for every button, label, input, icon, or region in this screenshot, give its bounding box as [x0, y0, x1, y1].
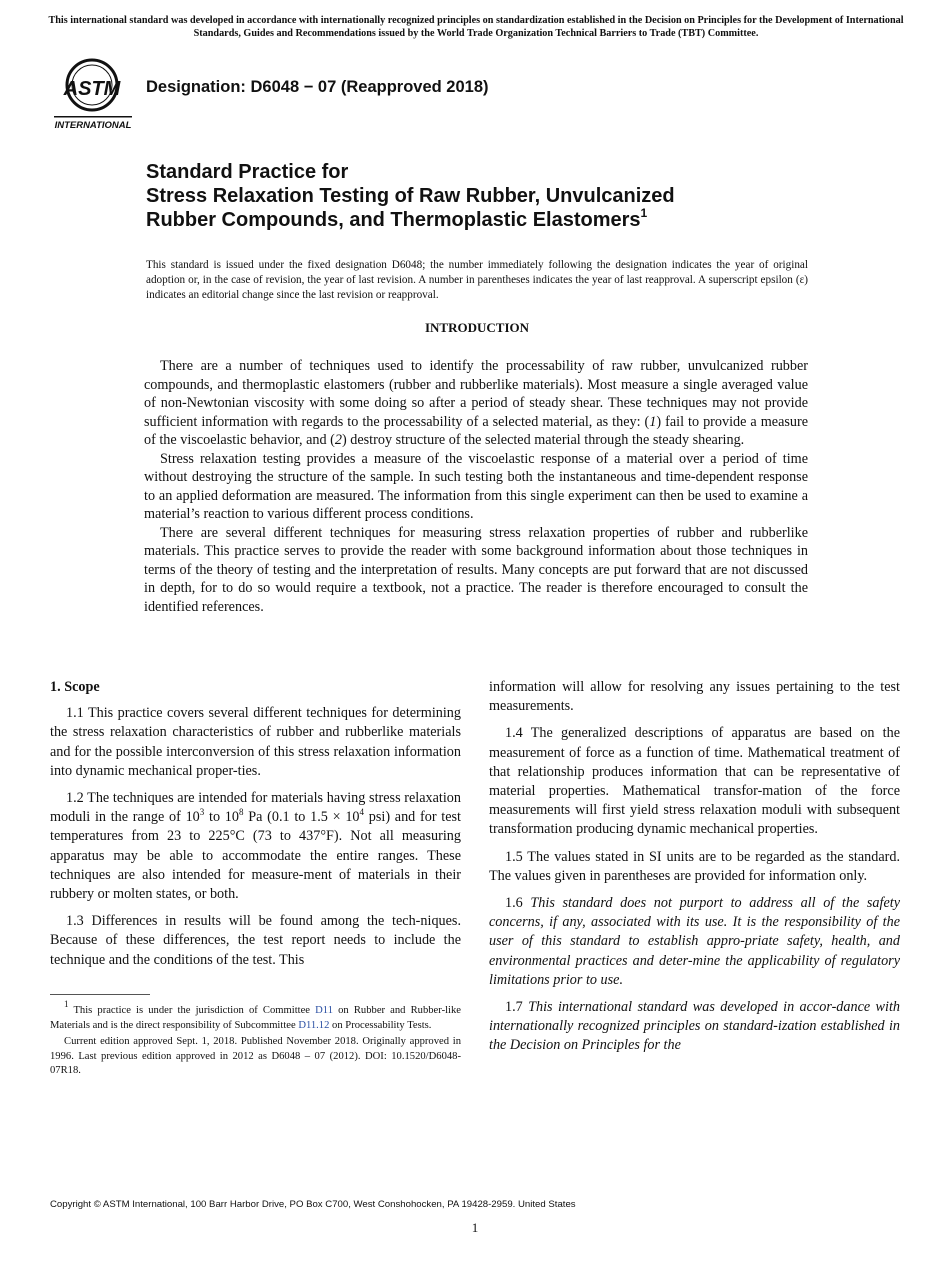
copyright: Copyright © ASTM International, 100 Barr Harbor Drive, PO Box C700, West Conshohocken, PA 19428-2959. United States	[50, 1199, 576, 1210]
text-span: This standard does not purport to address all of the safety concerns, if any, associated with its use. It is the responsibility of the user of this standard to establish appro-priate safety, health, and environmental practices and deter-mine the applicability of regulatory limitations prior to use.	[489, 895, 900, 988]
page-number: 1	[471, 1220, 479, 1235]
text-span: ) fail to provide a measure of the viscoelastic behavior, and (	[144, 413, 808, 448]
introduction-paragraph-3: There are several different techniques for measuring stress relaxation properties of rubber and rubberlike materials. This practice serves to provide the reader with some background information about those techniques in terms of the theory of testing and the interpretation of results. Many concepts are put forward that are not discussed in depth, for to do so would require a textbook, not a practice. The reader is therefore encouraged to consult the identified references.	[144, 524, 808, 615]
text-span: There are a number of techniques used to identify the processability of raw rubber, unvulcanized rubber compounds, and thermoplastic elastomers (rubber and rubberlike materials). Most measure a single averaged value of non-Newtonian viscosity with some doing so after a period of steady shear. These techniques may not provide sufficient information with regards to the processability of a selected material, as they: (	[144, 358, 808, 430]
paragraph-1-3: 1.3 Differences in results will be found among the tech-niques. Because of these differences, the test report needs to include the technique and the conditions of the test. This	[50, 913, 461, 968]
text-span: 1.7	[505, 999, 529, 1016]
text-span: 1.2 The techniques are intended for materials having stress relaxation moduli in the range of 10	[50, 790, 461, 826]
text-span: psi) and for test temperatures from 23 to 225°C (73 to 437°F). Not all measuring apparatus may be able to accommodate the entire ranges. These techniques are also intended for measure-ment of materials in their rubbery or molten states, or both.	[50, 809, 461, 903]
title-footnote-mark: 1	[640, 206, 648, 220]
paragraph-1-3-continued: information will allow for resolving any issues pertaining to the test measurements.	[489, 679, 900, 715]
exponent: 3	[199, 807, 205, 818]
exponent: 4	[359, 807, 365, 818]
top-notice: This international standard was developed in accordance with internationally recognized principles on standardization established in the Decision on Principles for the Development of International Standards, Guides and Recommendations issued by the World Trade Organization Technical Barriers to Trade (TBT) Committee.	[48, 15, 904, 39]
title-line-1: Standard Practice for	[146, 161, 349, 183]
footnotes	[50, 999, 461, 1081]
astm-logo-letters: ASTM	[63, 78, 121, 100]
text-span: Pa (0.1 to 1.5 × 10	[243, 809, 360, 826]
committee-link[interactable]: D11	[315, 1005, 333, 1016]
exponent: 8	[238, 807, 244, 818]
text-span: This international standard was developed in accor-dance with internationally recognized principles on standard-ization established in the Decision on Principles for the	[489, 999, 900, 1054]
astm-logo	[52, 58, 134, 132]
title-line-3-text: Rubber Compounds, and Thermoplastic Elastomers	[146, 209, 641, 231]
introduction-paragraph-2: Stress relaxation testing provides a measure of the viscoelastic response of a material over a period of time without destroying the structure of the sample. In such testing both the instantaneous and time-dependent response to an applied deformation are measured. The information from this single experiment can then be used to examine a material’s reaction to various different process conditions.	[144, 450, 808, 522]
document-title	[146, 160, 866, 232]
text-span: to 10	[204, 809, 239, 826]
text-span: on Rubber and Rubber-like Materials and is the direct responsibility of Subcommittee	[50, 1005, 461, 1031]
paragraph-1-4: 1.4 The generalized descriptions of apparatus are based on the measurement of force as a function of time. Mathematical treatment of that relationship produces information that can be representative of material properties. Mathematical transfor-mation of the force measurements will first yield stress relaxation moduli with subsequent transformation producing dynamic mechanical properties.	[489, 725, 900, 838]
text-span: 1.6	[505, 895, 531, 912]
footnote-1	[50, 999, 461, 1033]
right-column	[489, 678, 900, 1064]
left-column	[50, 678, 461, 978]
paragraph-1-7	[489, 998, 900, 1056]
text-span: ) destroy structure of the selected material through the steady shearing.	[342, 432, 745, 448]
paragraph-1-1: 1.1 This practice covers several different techniques for determining the stress relaxation characteristics of rubber and rubberlike materials and for the possible interconversion of this stress relaxation information into dynamic mechanical proper-ties.	[50, 705, 461, 779]
title-line-3	[146, 208, 866, 232]
footnote-edition: Current edition approved Sept. 1, 2018. Published November 2018. Originally approved in 1996. Last previous edition approved in 2012 as D6048 – 07 (2012). DOI: 10.1520/D6048-07R18.	[50, 1036, 461, 1076]
paragraph-1-2	[50, 789, 461, 904]
title-line-2: Stress Relaxation Testing of Raw Rubber, Unvulcanized	[146, 185, 675, 207]
scope-heading: 1. Scope	[50, 679, 100, 695]
text-span: on Processability Tests.	[329, 1019, 432, 1031]
subcommittee-link[interactable]: D11.12	[298, 1019, 330, 1031]
introduction-paragraph-1	[144, 357, 808, 450]
issued-note: This standard is issued under the fixed designation D6048; the number immediately following the designation indicates the year of original adoption or, in the case of revision, the year of last revision. A number in parentheses indicates the year of last reapproval. A superscript epsilon (ε) indicates an editorial change since the last revision or reapproval.	[146, 259, 808, 301]
designation: Designation: D6048 − 07 (Reapproved 2018)	[146, 78, 489, 96]
text-span: This practice is under the jurisdiction of Committee	[68, 1005, 316, 1016]
introduction-heading: INTRODUCTION	[424, 320, 529, 335]
paragraph-1-6	[489, 894, 900, 990]
text-span: 1	[649, 413, 657, 430]
paragraph-1-5: 1.5 The values stated in SI units are to be regarded as the standard. The values given in parentheses are provided for information only.	[489, 848, 900, 884]
text-span: 2	[334, 432, 342, 448]
footnote-mark: 1	[64, 999, 69, 1009]
astm-logo-subtitle: INTERNATIONAL	[54, 120, 132, 131]
footnote-divider	[50, 994, 150, 995]
introduction-body	[144, 357, 808, 616]
